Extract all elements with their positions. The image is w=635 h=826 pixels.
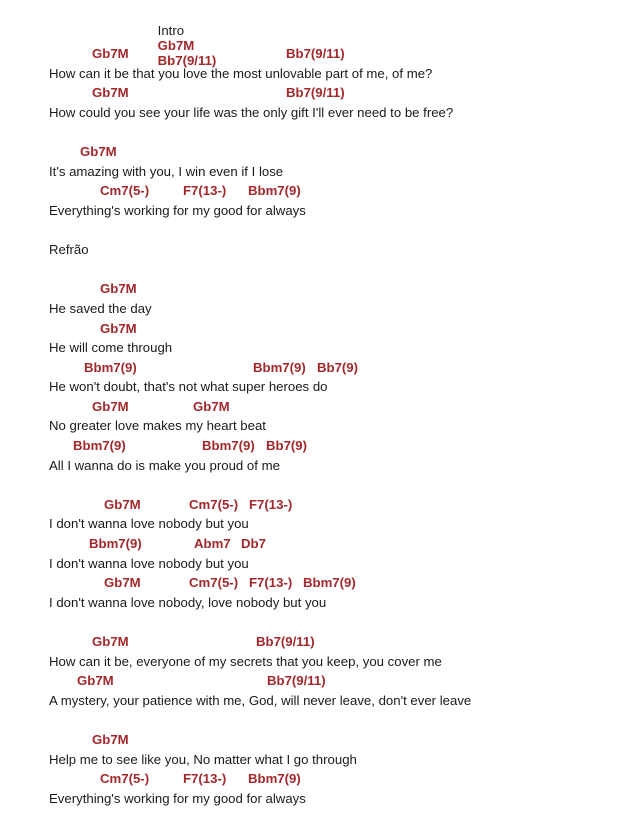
chord: Bb7(9) bbox=[317, 360, 359, 375]
chord: Bbm7(9) bbox=[248, 771, 301, 786]
lyric-line: Help me to see like you, No matter what I go through bbox=[49, 752, 357, 767]
chord: Bb7(9) bbox=[266, 438, 308, 453]
chord: Bbm7(9) bbox=[89, 536, 142, 551]
lyric-line: I don't wanna love nobody but you bbox=[49, 516, 249, 531]
chord: Bbm7(9) bbox=[73, 438, 126, 453]
chord: Gb7M bbox=[100, 321, 137, 336]
chord: Gb7M bbox=[77, 673, 114, 688]
lyric-line: Everything's working for my good for always bbox=[49, 203, 306, 218]
chord: Gb7M bbox=[157, 38, 195, 53]
chord: F7(13-) bbox=[249, 497, 293, 512]
lyric-line: How can it be that you love the most unlovable part of me, of me? bbox=[49, 66, 433, 81]
chord: Abm7 bbox=[194, 536, 231, 551]
chord: Gb7M bbox=[92, 399, 129, 414]
chord: Cm7(5-) bbox=[189, 497, 239, 512]
lyric-line: He saved the day bbox=[49, 301, 152, 316]
lyric-line: I don't wanna love nobody, love nobody but you bbox=[49, 595, 327, 610]
chord: Bb7(9/11) bbox=[157, 53, 217, 68]
chord: Bbm7(9) bbox=[253, 360, 306, 375]
chord: Bb7(9/11) bbox=[256, 634, 315, 649]
chord: Cm7(5-) bbox=[100, 771, 150, 786]
chord: Gb7M bbox=[193, 399, 230, 414]
chord: Gb7M bbox=[100, 281, 137, 296]
lyric-line: It's amazing with you, I win even if I lose bbox=[49, 164, 284, 179]
chord: Gb7M bbox=[80, 144, 117, 159]
chord: Db7 bbox=[241, 536, 266, 551]
lyric-line: How could you see your life was the only gift I'll ever need to be free? bbox=[49, 105, 454, 120]
chord: Bbm7(9) bbox=[303, 575, 356, 590]
lyric-line: How can it be, everyone of my secrets that you keep, you cover me bbox=[49, 654, 442, 669]
chord: Bb7(9/11) bbox=[286, 85, 345, 100]
chord: Gb7M bbox=[92, 46, 129, 61]
chord: Gb7M bbox=[104, 497, 141, 512]
chord: Gb7M bbox=[92, 85, 129, 100]
lyric-line: A mystery, your patience with me, God, will never leave, don't ever leave bbox=[49, 693, 472, 708]
chord: Bb7(9/11) bbox=[267, 673, 326, 688]
lyric-line: I don't wanna love nobody but you bbox=[49, 556, 249, 571]
lyric-line: He won't doubt, that's not what super heroes do bbox=[49, 379, 328, 394]
chord: Cm7(5-) bbox=[189, 575, 239, 590]
lyric-line: Everything's working for my good for always bbox=[49, 791, 306, 806]
chord: F7(13-) bbox=[183, 183, 227, 198]
section-label: Refrão bbox=[49, 242, 89, 257]
chord: Bbm7(9) bbox=[248, 183, 301, 198]
chord: Bbm7(9) bbox=[202, 438, 255, 453]
chord: Gb7M bbox=[104, 575, 141, 590]
lyric-line: He will come through bbox=[49, 340, 173, 355]
chord: Bb7(9/11) bbox=[286, 46, 345, 61]
chord: F7(13-) bbox=[183, 771, 227, 786]
lyric-line: All I wanna do is make you proud of me bbox=[49, 458, 280, 473]
intro-label: Intro bbox=[157, 23, 185, 38]
chord: Gb7M bbox=[92, 732, 129, 747]
chord: Bbm7(9) bbox=[84, 360, 137, 375]
chord: Cm7(5-) bbox=[100, 183, 150, 198]
chord: Gb7M bbox=[92, 634, 129, 649]
chord: F7(13-) bbox=[249, 575, 293, 590]
lyric-line: No greater love makes my heart beat bbox=[49, 418, 266, 433]
